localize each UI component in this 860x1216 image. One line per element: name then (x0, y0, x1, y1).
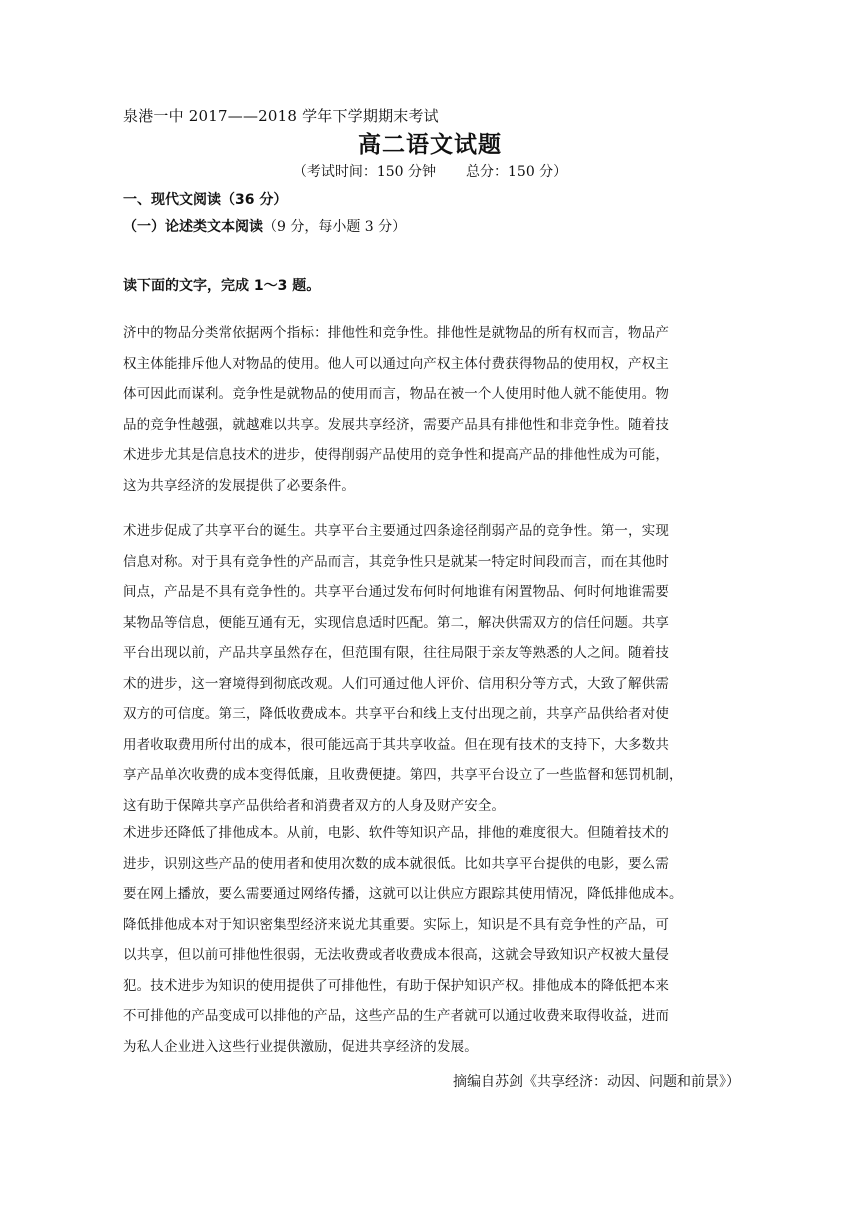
passage-paragraph-1 (123, 318, 743, 501)
passage-line: 用者收取费用所付出的成本，很可能远高于其共享收益。但在现有技术的支持下，大多数共 (123, 736, 669, 753)
passage-line: 信息对称。对于具有竞争性的产品而言，其竞争性只是就某一特定时间段而言，而在其他时 (123, 553, 669, 570)
passage-line: 术进步还降低了排他成本。从前，电影、软件等知识产品，排他的难度很大。但随着技术的 (123, 825, 669, 841)
passage-line: 不可排他的产品变成可以排他的产品，这些产品的生产者就可以通过收费来取得收益，进而 (123, 1008, 669, 1024)
school-exam-line: 泉港一中 2017——2018 学年下学期期末考试 (123, 107, 439, 125)
passage-line: 平台出现以前，产品共享虽然存在，但范围有限，往往局限于亲友等熟悉的人之间。随着技 (123, 645, 669, 661)
passage-line: 济中的物品分类常依据两个指标：排他性和竞争性。排他性是就物品的所有权而言，物品产 (123, 325, 669, 341)
passage-line: 术进步促成了共享平台的诞生。共享平台主要通过四条途径削弱产品的竞争性。第一，实现 (123, 523, 669, 539)
passage-line: 犯。技术进步为知识的使用提供了可排他性，有助于保护知识产权。排他成本的降低把本来 (123, 977, 669, 994)
passage-line: 进步，识别这些产品的使用者和使用次数的成本就很低。比如共享平台提供的电影，要么需 (123, 855, 669, 872)
passage-line: 权主体能排斥他人对物品的使用。他人可以通过向产权主体付费获得物品的使用权，产权主 (123, 355, 669, 372)
exam-time: （考试时间：150 分钟 (292, 164, 436, 180)
passage-line: 某物品等信息，便能互通有无，实现信息适时匹配。第二，解决供需双方的信任问题。共享 (123, 614, 669, 631)
section-heading-part1: 一、现代文阅读（36 分） (123, 192, 288, 208)
passage-line: 享产品单次收费的成本变得低廉，且收费便捷。第四，共享平台设立了一些监督和惩罚机制， (123, 767, 683, 783)
passage-line: 要在网上播放，要么需要通过网络传播，这就可以让供应方跟踪其使用情况，降低排他成本。 (123, 886, 683, 902)
passage-line: 这有助于保障共享产品供给者和消费者双方的人身及财产安全。 (123, 797, 506, 814)
section-subheading-score: （9 分，每小题 3 分） (263, 219, 407, 235)
total-score: 总分：150 分） (466, 164, 568, 180)
passage-line: 这为共享经济的发展提供了必要条件。 (123, 477, 356, 494)
section-subheading-bold: （一）论述类文本阅读 (123, 219, 263, 235)
passage-line: 以共享，但以前可排他性很弱，无法收费或者收费成本很高，这就会导致知识产权被大量侵 (123, 947, 669, 963)
passage-line: 术的进步，这一窘境得到彻底改观。人们可通过他人评价、信用积分等方式，大致了解供需 (123, 675, 669, 692)
passage-paragraph-3 (123, 818, 743, 1062)
exam-meta (0, 161, 860, 181)
section-heading-argumentative (123, 216, 406, 236)
passage-source-citation: 摘编自苏剑《共享经济：动因、问题和前景》） (453, 1074, 740, 1090)
passage-line: 降低排他成本对于知识密集型经济来说尤其重要。实际上，知识是不具有竞争性的产品，可 (123, 916, 669, 933)
page-title: 高二语文试题 (358, 132, 502, 158)
passage-line: 体可因此而谋利。竞争性是就物品的使用而言，物品在被一个人使用时他人就不能使用。物 (123, 386, 669, 402)
passage-paragraph-2 (123, 516, 743, 821)
passage-line: 术进步尤其是信息技术的进步，使得削弱产品使用的竞争性和提高产品的排他性成为可能， (123, 447, 669, 463)
reading-instruction: 读下面的文字，完成 1～3 题。 (123, 278, 321, 294)
passage-line: 品的竞争性越强，就越难以共享。发展共享经济，需要产品具有排他性和非竞争性。随着技 (123, 416, 669, 433)
passage-line: 为私人企业进入这些行业提供激励，促进共享经济的发展。 (123, 1038, 478, 1055)
passage-line: 间点，产品是不具有竞争性的。共享平台通过发布何时何地谁有闲置物品、何时何地谁需要 (123, 584, 669, 600)
passage-line: 双方的可信度。第三，降低收费成本。共享平台和线上支付出现之前，共享产品供给者对使 (123, 706, 669, 722)
